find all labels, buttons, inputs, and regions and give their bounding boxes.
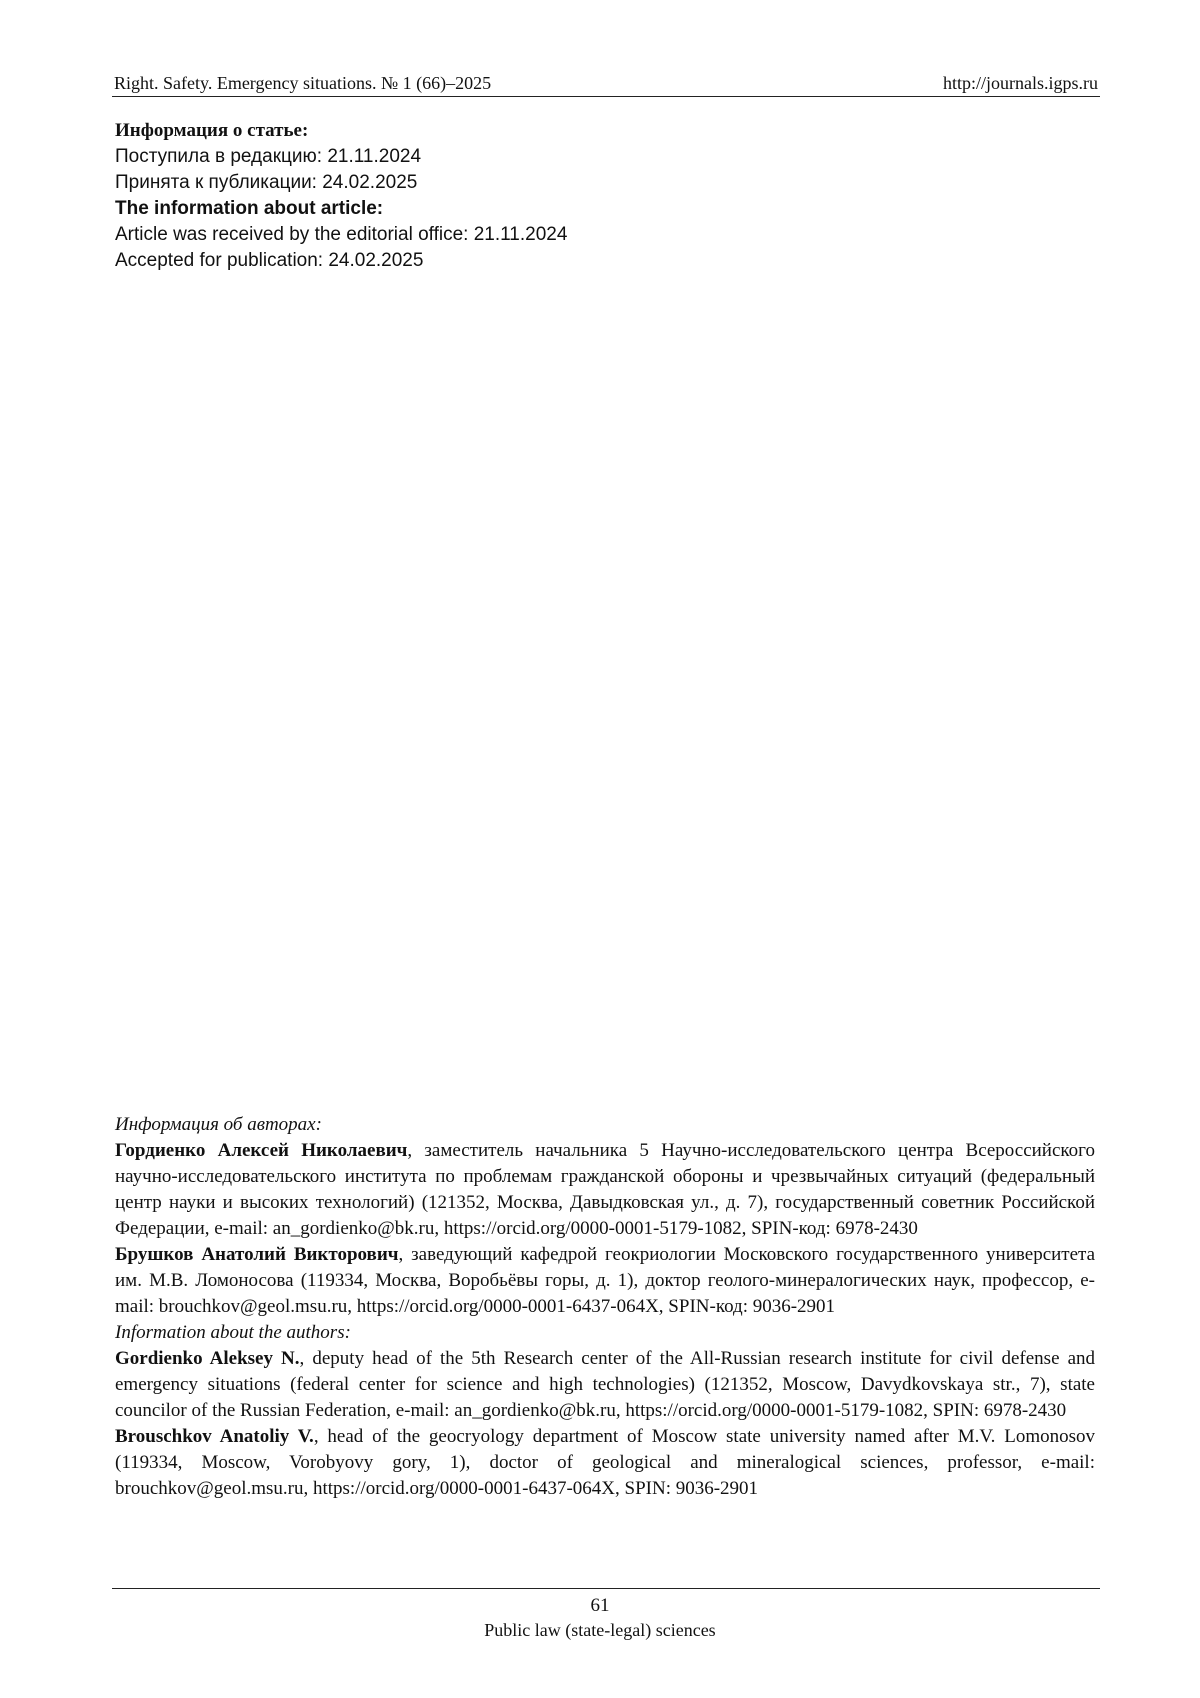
- author-details: , заместитель начальника 5 Научно-исследовательского центра Всероссийского научно-исследовательского института по проблемам гражданской обороны и чрезвычайных ситуаций (федеральный центр науки и высоких технологий) (121352, Москва, Давыдковская ул., д. 7), государственный советник Российской Федерации, e-mail: an_gordienko@bk.ru, https://orcid.org/0000-0001-5179-1082, SPIN-код: 6978-2430: [115, 1140, 1095, 1239]
- journal-title: Right. Safety. Emergency situations. № 1 (66)–2025: [114, 73, 492, 93]
- article-info: [115, 118, 1095, 274]
- author-name: Gordienko Aleksey N.: [115, 1348, 300, 1369]
- author-name: Brouschkov Anatoliy V.: [115, 1426, 314, 1447]
- page-number: 61: [590, 1595, 610, 1616]
- accepted-date-ru: Принята к публикации: 24.02.2025: [115, 172, 418, 193]
- author-name: Гордиенко Алексей Николаевич: [115, 1140, 408, 1161]
- received-date-ru: Поступила в редакцию: 21.11.2024: [115, 146, 422, 167]
- authors-info: [115, 1112, 1095, 1502]
- authors-heading-en: Information about the authors:: [115, 1322, 351, 1343]
- footer-divider: [112, 1588, 1100, 1589]
- accepted-date-en: Accepted for publication: 24.02.2025: [115, 250, 424, 271]
- authors-heading-ru: Информация об авторах:: [115, 1114, 322, 1135]
- author-entry-ru: [115, 1242, 1095, 1320]
- author-entry-en: [115, 1424, 1095, 1502]
- journal-url: http://journals.igps.ru: [943, 73, 1098, 93]
- author-details: , заведующий кафедрой геокриологии Московского государственного университета им. М.В. Ломоносова (119334, Москва, Воробьёвы горы, д. 1), доктор геолого-минералогических наук, профессор, e-mail: brouchkov@geol.msu.ru, https://orcid.org/0000-0001-6437-064X, SPIN-код: 9036-2901: [115, 1244, 1095, 1317]
- footer-section: Public law (state-legal) sciences: [484, 1620, 716, 1640]
- author-entry-en: [115, 1346, 1095, 1424]
- author-details: , deputy head of the 5th Research center of the All-Russian research institute for civil defense and emergency situations (federal center for science and high technologies) (121352, Moscow, Davydkovskaya str., 7), state councilor of the Russian Federation, e-mail: an_gordienko@bk.ru, https://orcid.org/0000-0001-5179-1082, SPIN: 6978-2430: [115, 1348, 1096, 1421]
- author-details: , head of the geocryology department of Moscow state university named after M.V. Lomonosov (119334, Moscow, Vorobyovy gory, 1), doctor of geological and mineralogical sciences, professor, e-mail: brouchkov@geol.msu.ru, https://orcid.org/0000-0001-6437-064X, SPIN: 9036-2901: [115, 1426, 1096, 1499]
- running-header: [112, 70, 1100, 97]
- received-date-en: Article was received by the editorial office: 21.11.2024: [115, 224, 568, 245]
- author-name: Брушков Анатолий Викторович: [115, 1244, 399, 1265]
- author-entry-ru: [115, 1138, 1095, 1242]
- article-info-heading-ru: Информация о статье:: [115, 120, 309, 141]
- article-info-heading-en: The information about article:: [115, 198, 384, 219]
